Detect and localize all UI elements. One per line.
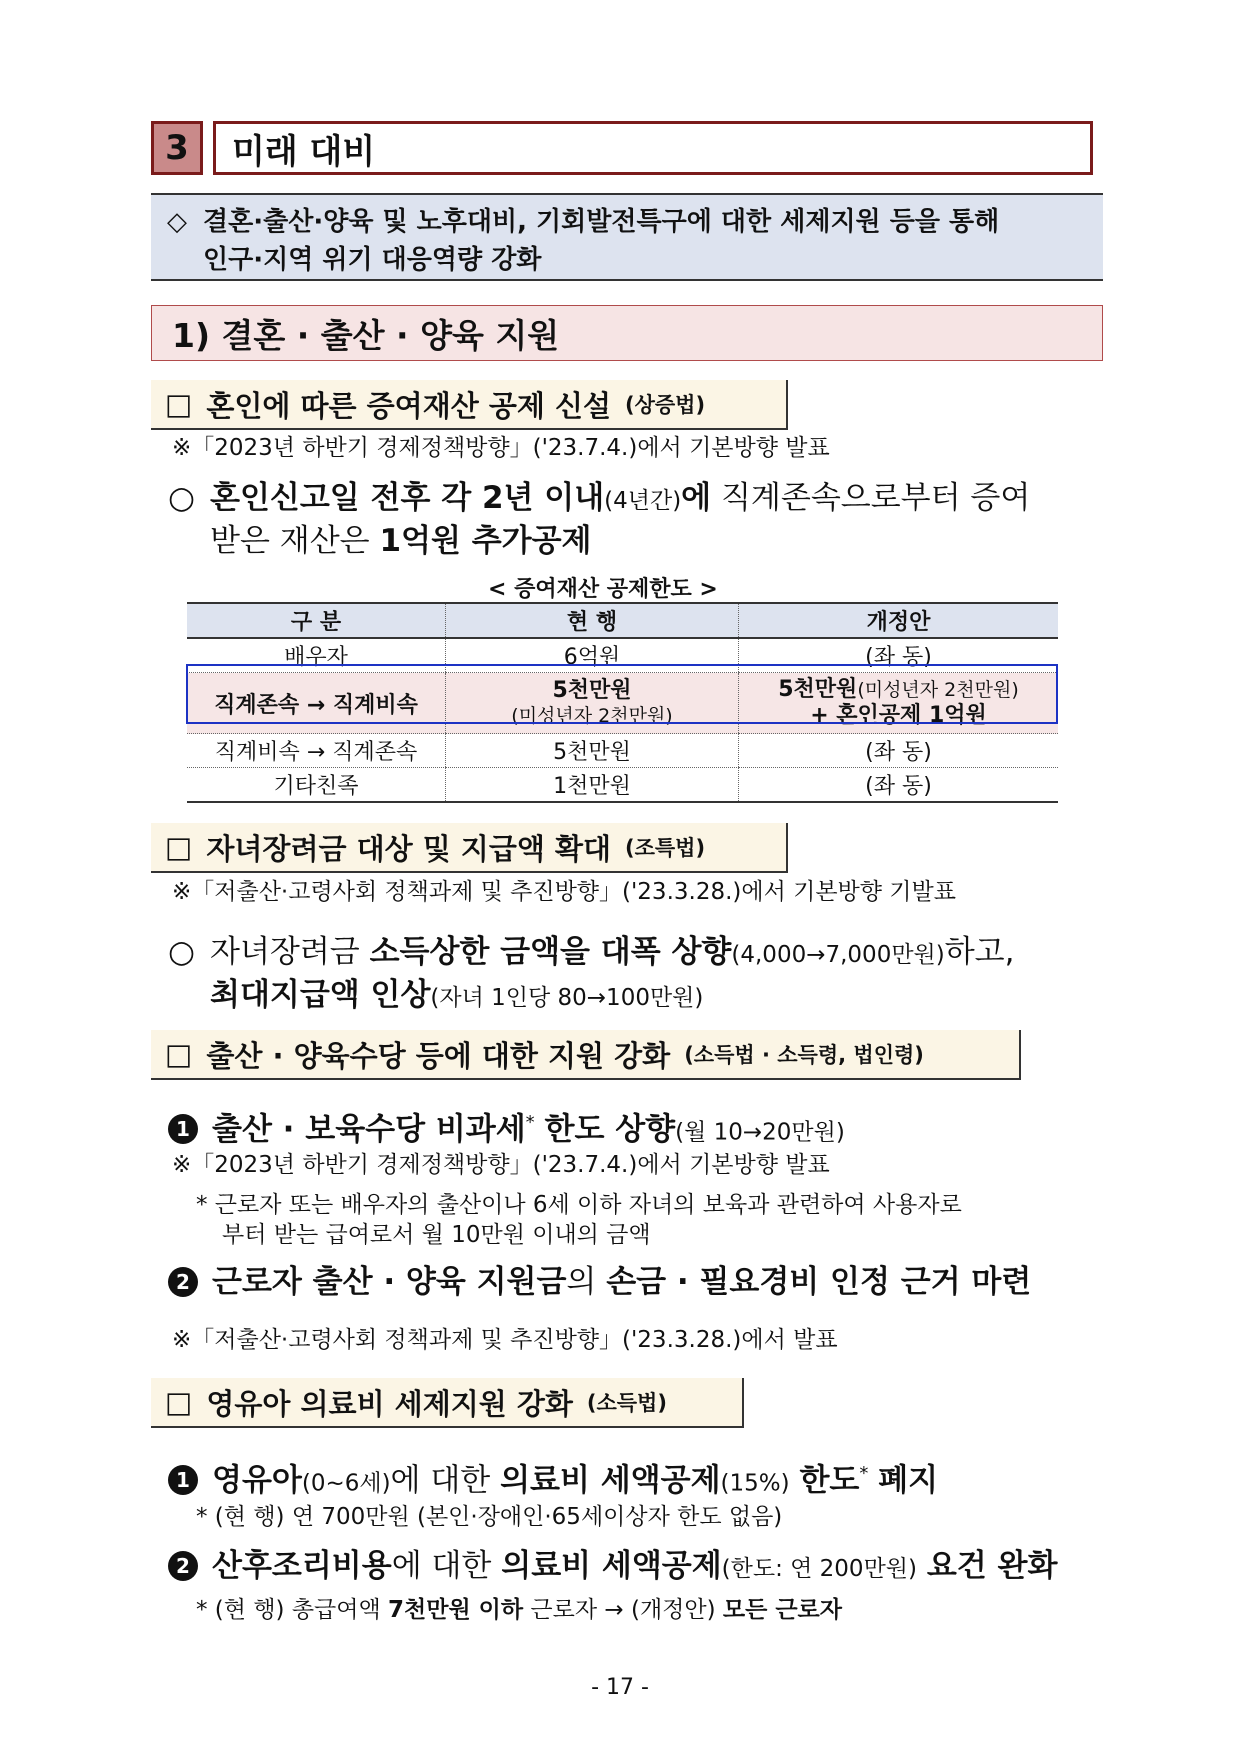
cell-added-value: + 혼인공제 1억원: [810, 703, 987, 728]
footnote-text: * 근로자 또는 배우자의 출산이나 6세 이하 자녀의 보육과 관련하여 사용자로: [196, 1192, 962, 1218]
detail-text: (0~6세): [301, 1470, 391, 1497]
detail-text: (월 10→20만원): [675, 1119, 845, 1146]
item-heading-child-tax-credit: [151, 823, 788, 873]
emphasis-text: 영유아: [212, 1462, 302, 1499]
emphasis-text: 의료비 세액공제: [501, 1548, 722, 1584]
emphasis-text: 의료비 세액공제: [500, 1462, 721, 1499]
number-badge-icon: 1: [168, 1465, 198, 1495]
footnote-part: 근로자 → (개정안): [530, 1597, 716, 1623]
reference-note: ※「저출산·고령사회 정책과제 및 추진방향」('23.3.28.)에서 발표: [172, 1327, 838, 1353]
section-number: 3: [151, 121, 203, 175]
emphasis-text: 최대지급액 인상: [210, 977, 431, 1013]
table-cell: (좌 동): [739, 638, 1059, 673]
cell-main-value: 5천만원: [552, 678, 632, 703]
detail-text: (자녀 1인당 80→100만원): [430, 985, 704, 1011]
body-text: 직계존속으로부터 증여: [720, 480, 1031, 516]
gift-deduction-table: [187, 602, 1058, 803]
column-header: 개정안: [739, 603, 1059, 638]
numbered-point: [168, 1546, 1098, 1589]
footnote-part: * (현 행) 총급여액: [196, 1597, 381, 1623]
checkbox-icon: □: [165, 387, 193, 421]
emphasis-text: 소득상한 금액을 대폭 상향: [369, 934, 732, 970]
body-text: 에 대한: [391, 1548, 492, 1584]
table-cell: 배우자: [187, 638, 446, 673]
checkbox-icon: □: [165, 1385, 193, 1419]
numbered-point: [168, 1103, 1098, 1152]
emphasis-text: 혼인신고일 전후 각 2년 이내: [210, 480, 605, 516]
checkbox-icon: □: [165, 830, 193, 864]
detail-text: (15%): [720, 1470, 790, 1497]
table-cell: 1천만원: [446, 768, 739, 803]
item-heading-childbirth-allowance: [151, 1030, 1021, 1080]
item-heading-marriage-gift: [151, 380, 788, 430]
footnote-emphasis: 모든 근로자: [722, 1597, 842, 1623]
circle-bullet-icon: ○: [168, 934, 196, 970]
numbered-point: [168, 1454, 1098, 1503]
table-row-highlighted: [187, 673, 1058, 734]
cell-sub-value: (미성년자 2천만원): [857, 679, 1019, 701]
detail-text: (한도: 연 200만원): [721, 1556, 917, 1582]
table-cell: [446, 673, 739, 734]
table-cell: 5천만원: [446, 734, 739, 768]
emphasis-text: 산후조리비용: [212, 1548, 392, 1584]
emphasis-text: 손금 · 필요경비 인정 근거 마련: [606, 1264, 1032, 1300]
summary-box: [151, 193, 1103, 281]
table-header-row: [187, 603, 1058, 638]
item-title: 출산 · 양육수당 등에 대한 지원 강화: [206, 1038, 671, 1073]
summary-line-2: 인구·지역 위기 대응역량 강화: [203, 245, 542, 275]
body-text: 의: [566, 1264, 597, 1300]
body-text: 받은 재산은: [210, 523, 370, 559]
number-badge-icon: 1: [168, 1114, 198, 1144]
table-cell: 직계존속 → 직계비속: [187, 673, 446, 734]
table-cell: (좌 동): [739, 768, 1059, 803]
bullet-paragraph: [168, 932, 1098, 1018]
emphasis-text: 에: [681, 480, 712, 516]
footnote-marker: *: [859, 1463, 869, 1484]
item-title: 영유아 의료비 세제지원 강화: [206, 1386, 573, 1421]
law-reference: (상증법): [624, 393, 706, 417]
detail-text: (4,000→7,000만원): [731, 942, 945, 968]
table-caption: < 증여재산 공제한도 >: [488, 577, 718, 602]
table-cell: (좌 동): [739, 734, 1059, 768]
section-title: 미래 대비: [213, 121, 1093, 175]
subsection-title: 1) 결혼 · 출산 · 양육 지원: [151, 305, 1103, 361]
item-title: 자녀장려금 대상 및 지급액 확대: [206, 831, 611, 866]
body-text: 에 대한: [390, 1462, 491, 1499]
item-heading-infant-medical: [151, 1378, 744, 1428]
table-row: [187, 734, 1058, 768]
reference-note: ※「2023년 하반기 경제정책방향」('23.7.4.)에서 기본방향 발표: [172, 435, 830, 461]
number-badge-icon: 2: [168, 1267, 198, 1297]
column-header: 현 행: [446, 603, 739, 638]
circle-bullet-icon: ○: [168, 480, 196, 516]
table-row: [187, 768, 1058, 803]
emphasis-text: 한도: [799, 1462, 860, 1499]
table-cell: 직계비속 → 직계존속: [187, 734, 446, 768]
emphasis-text: 출산 · 보육수당 비과세: [212, 1111, 526, 1148]
column-header: 구 분: [187, 603, 446, 638]
footnote-text: * (현 행) 연 700만원 (본인·장애인·65세이상자 한도 없음): [196, 1504, 783, 1530]
detail-text: (4년간): [604, 488, 682, 514]
reference-note: ※「2023년 하반기 경제정책방향」('23.7.4.)에서 기본방향 발표: [172, 1152, 830, 1178]
emphasis-text: 1억원 추가공제: [379, 523, 592, 559]
bullet-paragraph: [168, 478, 1098, 561]
numbered-point: [168, 1262, 1098, 1302]
checkbox-icon: □: [165, 1037, 193, 1071]
summary-line-1: 결혼·출산·양육 및 노후대비, 기회발전특구에 대한 세제지원 등을 통해: [203, 207, 1000, 237]
footnote-text: 부터 받는 급여로서 월 10만원 이내의 금액: [222, 1222, 651, 1248]
law-reference: (소득법 · 소득령, 법인령): [684, 1043, 924, 1067]
cell-sub-value: (미성년자 2천만원): [511, 705, 673, 727]
table-cell: [739, 673, 1059, 734]
emphasis-text: 폐지: [878, 1462, 939, 1499]
emphasis-text: 근로자 출산 · 양육 지원금: [212, 1264, 567, 1300]
table-row: [187, 638, 1058, 673]
table-cell: 기타친족: [187, 768, 446, 803]
body-text: 자녀장려금: [210, 934, 360, 970]
law-reference: (조특법): [624, 836, 706, 860]
body-text: 하고,: [944, 934, 1015, 970]
emphasis-text: 요건 완화: [926, 1548, 1058, 1584]
reference-note: ※「저출산·고령사회 정책과제 및 추진방향」('23.3.28.)에서 기본방향 기발표: [172, 879, 956, 905]
item-title: 혼인에 따른 증여재산 공제 신설: [206, 388, 611, 423]
page-number: - 17 -: [591, 1675, 649, 1700]
table-cell: 6억원: [446, 638, 739, 673]
number-badge-icon: 2: [168, 1551, 198, 1581]
footnote-marker: *: [525, 1112, 535, 1133]
diamond-icon: ◇: [167, 207, 187, 237]
footnote-emphasis: 7천만원 이하: [388, 1597, 524, 1623]
footnote-text: [196, 1595, 842, 1625]
law-reference: (소득법): [586, 1391, 667, 1415]
emphasis-text: 한도 상향: [544, 1111, 676, 1148]
cell-main-value: 5천만원: [778, 677, 858, 702]
